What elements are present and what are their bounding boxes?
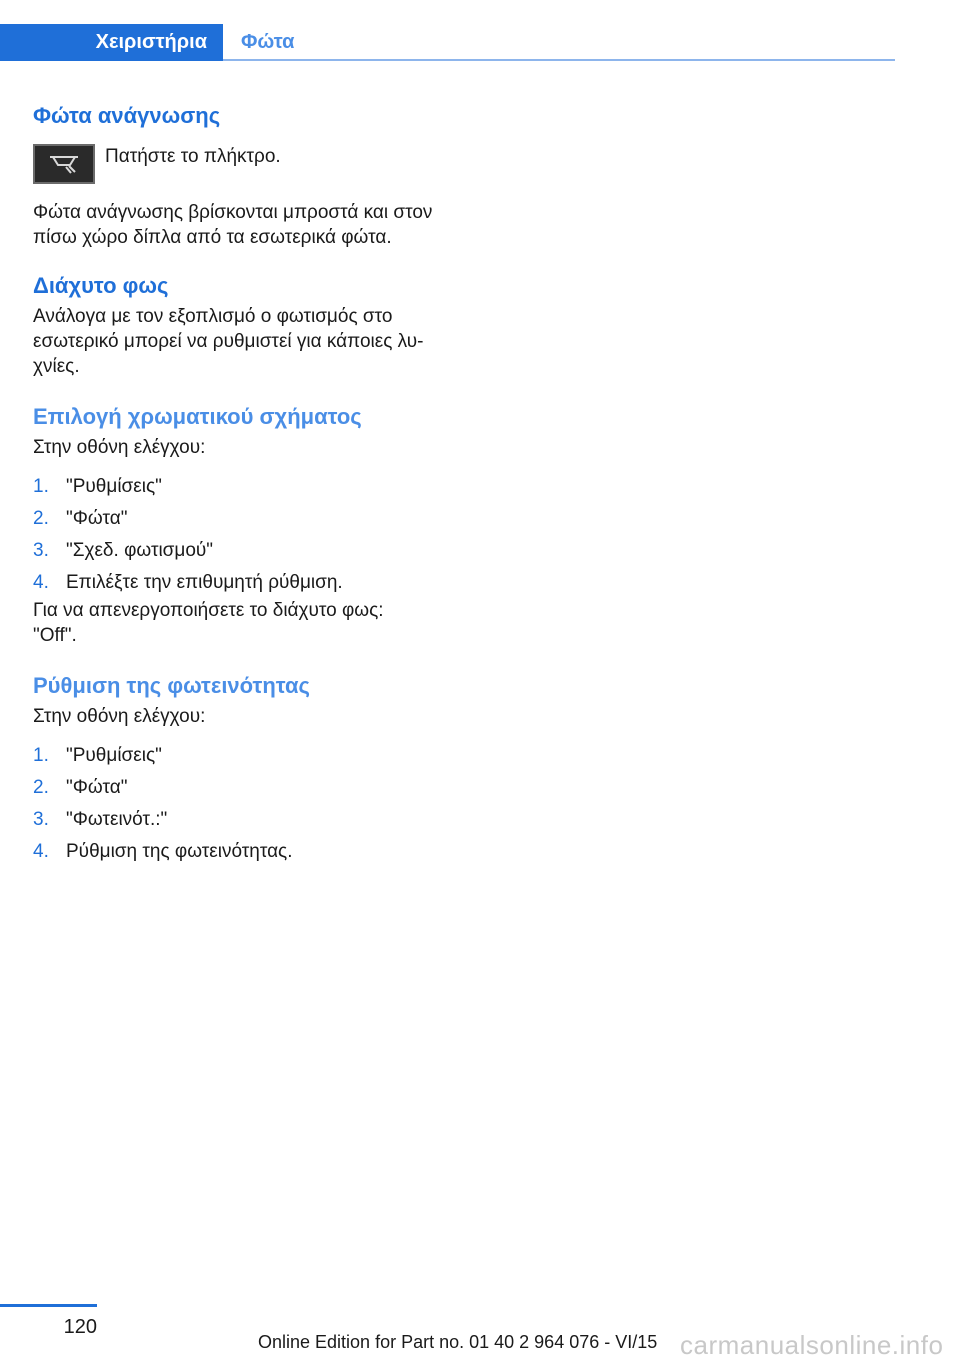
step-text: "Φώτα" [66,508,128,529]
key-instruction [33,144,453,184]
ambient-off-value: "Off". [33,625,77,646]
list-item [33,775,453,807]
step-number: 1. [33,745,49,766]
key-instruction-text: Πατήστε το πλήκτρο. [105,146,281,167]
step-number: 1. [33,476,49,497]
step-number: 3. [33,809,49,830]
ambient-light-description: Ανάλογα με τον εξοπλισμό ο φωτισμός στο εσωτερικό μπορεί να ρυθμιστεί για κάποιες λυ-χνίες. [33,306,424,377]
heading-color-scheme: Επιλογή χρωματικού σχήματος [33,404,362,429]
list-item [33,807,453,839]
chapter-tab-label: Χειριστήρια [95,31,207,53]
list-item [33,506,453,538]
chapter-tab-controls[interactable] [0,24,223,61]
step-text: "Σχεδ. φωτισμού" [66,540,214,561]
section-tab-label: Φώτα [241,31,295,53]
list-item [33,538,453,570]
step-text: Επιλέξτε την επιθυμητή ρύθμιση. [66,572,343,593]
brightness-steps [33,743,453,871]
list-item [33,743,453,775]
step-text: "Φώτα" [66,777,128,798]
color-scheme-steps [33,474,453,602]
step-number: 4. [33,841,49,862]
reading-lights-description: Φώτα ανάγνωσης βρίσκονται μπροστά και στον πίσω χώρο δίπλα από τα εσωτερικά φώτα. [33,202,433,248]
heading-reading-lights: Φώτα ανάγνωσης [33,103,221,128]
heading-ambient-light: Διάχυτο φως [33,273,169,298]
color-scheme-intro: Στην οθόνη ελέγχου: [33,437,206,458]
list-item [33,839,453,871]
edition-info: Online Edition for Part no. 01 40 2 964 076 - VI/15 [258,1332,658,1352]
ambient-off-note: Για να απενεργοποιήσετε το διάχυτο φως: [33,600,384,621]
step-number: 3. [33,540,49,561]
brightness-intro: Στην οθόνη ελέγχου: [33,706,206,727]
step-text: "Ρυθμίσεις" [66,476,162,497]
step-number: 2. [33,508,49,529]
list-item [33,474,453,506]
step-text: Ρύθμιση της φωτεινότητας. [66,841,293,862]
footer-rule [0,1304,97,1307]
page-content [33,100,453,871]
watermark: carmanualsonline.info [680,1330,944,1360]
step-number: 2. [33,777,49,798]
step-text: "Φωτεινότ.:" [66,809,168,830]
reading-light-icon [33,144,95,184]
page-header [0,24,895,61]
step-number: 4. [33,572,49,593]
step-text: "Ρυθμίσεις" [66,745,162,766]
heading-brightness: Ρύθμιση της φωτεινότητας [33,673,310,698]
section-tab-lights[interactable] [223,24,294,61]
page-number: 120 [63,1316,97,1338]
header-divider [223,59,895,61]
